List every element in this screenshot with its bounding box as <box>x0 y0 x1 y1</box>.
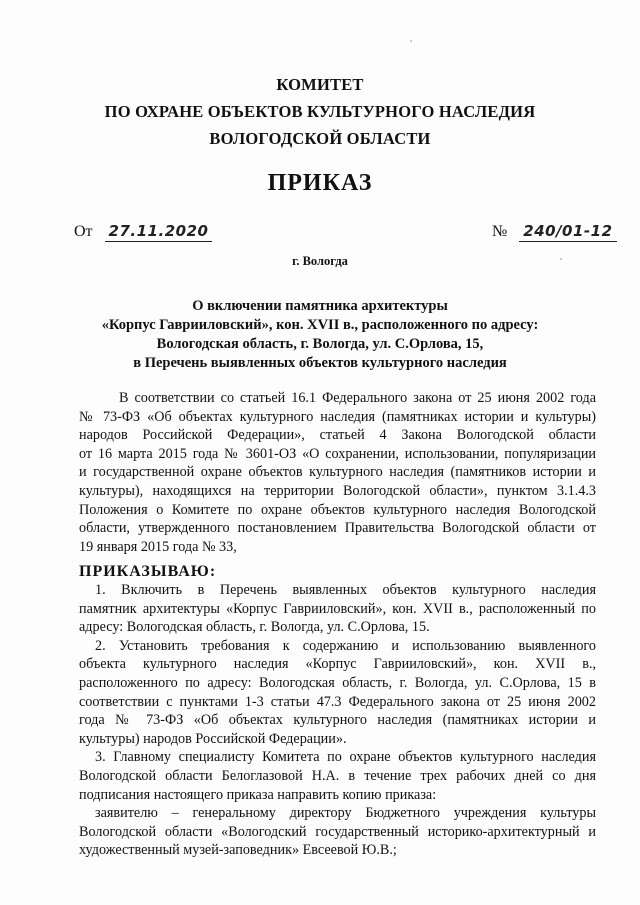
scan-speck <box>560 258 562 260</box>
number-row <box>492 222 617 242</box>
preamble-line: № 73-ФЗ «Об объектах культурного наследия (памятниках истории и культуры) <box>79 408 596 425</box>
subject-line: Вологодская область, г. Вологда, ул. С.Орлова, 15, <box>156 336 484 352</box>
item-line: адресу: Вологодская область, г. Вологда, ул. С.Орлова, 15. <box>79 619 430 636</box>
item-line: художественный музей-заповедник» Евсеевой Ю.В.; <box>79 842 397 859</box>
preamble-line: 19 января 2015 года № 33, <box>79 538 237 555</box>
number-label: № <box>492 223 508 240</box>
number-value: 240/01-12 <box>519 222 616 242</box>
item-line: 1. Включить в Перечень выявленных объектов культурного наследия <box>95 582 596 598</box>
preamble-line: культуры), находящихся на территории Вологодской области», пунктом 3.1.4.3 <box>79 482 596 499</box>
date-row <box>74 222 212 242</box>
item-line: заявителю – генеральному директору Бюджетного учреждения культуры <box>95 805 596 822</box>
date-label: От <box>74 223 93 240</box>
order-word: ПРИКАЗЫВАЮ: <box>79 563 217 580</box>
date-value: 27.11.2020 <box>105 222 213 242</box>
item-line: объекта культурного наследия «Корпус Гаврииловский», кон. XVII в., <box>79 656 596 673</box>
preamble-line: Положения о Комитете по охране объектов культурного наследия Вологодской <box>79 501 596 518</box>
item-line: культуры) народов Российской Федерации». <box>79 730 347 747</box>
header-line-1: КОМИТЕТ <box>276 75 364 94</box>
subject-line: в Перечень выявленных объектов культурного наследия <box>133 355 507 371</box>
order-items <box>79 581 596 860</box>
preamble-line: и государственной охране объектов культурного наследия (памятников истории и <box>79 464 596 481</box>
item-line: Вологодской области Белоглазовой Н.А. в течение трех рабочих дней со дня <box>79 767 596 784</box>
item-line: 3. Главному специалисту Комитета по охране объектов культурного наследия <box>95 749 596 766</box>
item-line: памятник архитектуры «Корпус Гаврииловский», кон. XVII в., расположенный по <box>79 600 596 617</box>
item-line: Вологодской области «Вологодский государственный историко-архитектурный и <box>79 823 596 840</box>
item-line: года № 73-ФЗ «Об объектах культурного наследия (памятниках истории и <box>79 712 596 729</box>
preamble-line: от 16 марта 2015 года № 3601-ОЗ «О сохранении, использовании, популяризации <box>79 445 596 462</box>
subject-line: О включении памятника архитектуры <box>192 298 448 314</box>
item-line: соответствии с пунктами 1-3 статьи 47.3 Федерального закона от 25 июня 2002 <box>79 693 596 710</box>
item-line: подписания настоящего приказа направить копию приказа: <box>79 786 437 803</box>
preamble-line: В соответствии со статьей 16.1 Федерального закона от 25 июня 2002 года <box>119 390 596 406</box>
item-line: 2. Установить требования к содержанию и использованию выявленного <box>95 637 596 654</box>
subject-line: «Корпус Гаврииловский», кон. XVII в., расположенного по адресу: <box>101 317 539 333</box>
header-line-2: ПО ОХРАНЕ ОБЪЕКТОВ КУЛЬТУРНОГО НАСЛЕДИЯ <box>104 102 536 121</box>
header-line-3: ВОЛОГОДСКОЙ ОБЛАСТИ <box>209 129 431 148</box>
preamble-line: народов Российской Федерации», статьей 4 Закона Вологодской области <box>79 427 596 444</box>
city-line: г. Вологда <box>292 254 348 268</box>
preamble-paragraph <box>79 389 596 556</box>
scan-speck <box>410 40 412 42</box>
order-subject <box>0 297 640 373</box>
preamble-line: области, утвержденного постановлением Правительства Вологодской области от <box>79 520 596 537</box>
document-title: ПРИКАЗ <box>267 170 373 196</box>
item-line: расположенного по адресу: Вологодская область, г. Вологда, ул. С.Орлова, 15 в <box>79 674 596 691</box>
